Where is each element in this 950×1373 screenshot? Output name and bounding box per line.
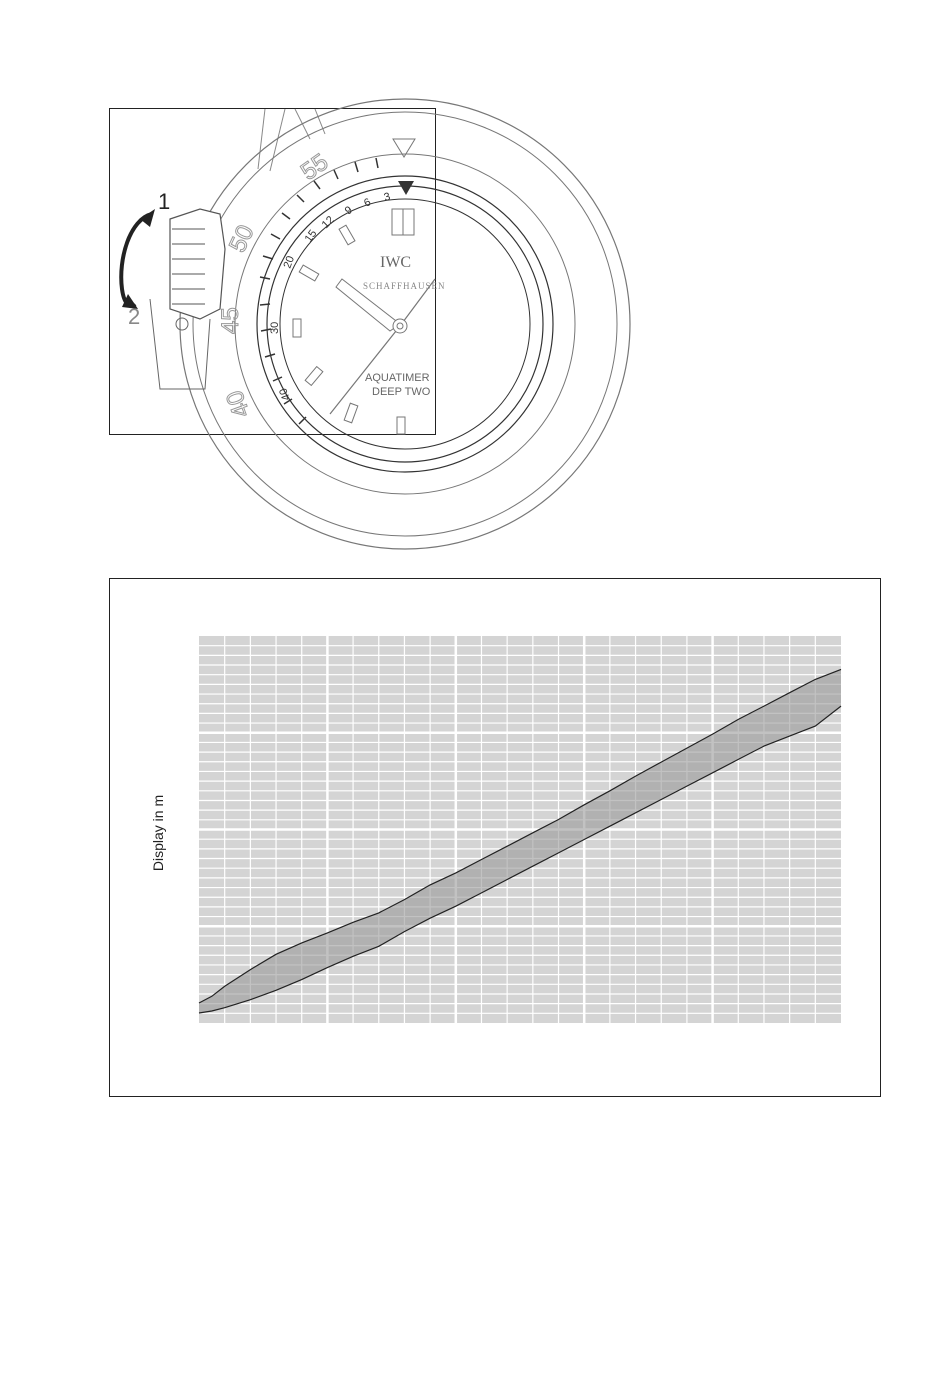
y-axis-label: Display in m [150,794,166,872]
scale-number-15: 15 [302,227,320,245]
model-line-2: DEEP TWO [372,386,431,398]
scale-number-9: 9 [342,204,355,218]
step-label-1: 1 [158,189,171,214]
depth-band-chart [199,636,841,1023]
bezel-number-45: 45 [217,307,244,334]
scale-number-6: 6 [362,196,373,210]
bezel-number-55: 55 [295,148,334,186]
brand-sub-text: SCHAFFHAUSEN [363,281,446,291]
scale-number-20: 20 [281,254,298,271]
scale-number-12: 12 [319,213,337,232]
step-label-2: 2 [128,304,141,329]
watch-illustration [109,108,446,435]
scale-number-3: 3 [382,190,392,204]
watch-drawing [110,109,446,434]
scale-number-40: 40 [277,386,293,403]
scale-number-30: 30 [269,321,281,334]
model-line-1: AQUATIMER [365,372,430,384]
bezel-number-50: 50 [223,220,260,257]
bezel-number-40: 40 [221,386,256,422]
brand-logo-text: IWC [380,254,412,271]
